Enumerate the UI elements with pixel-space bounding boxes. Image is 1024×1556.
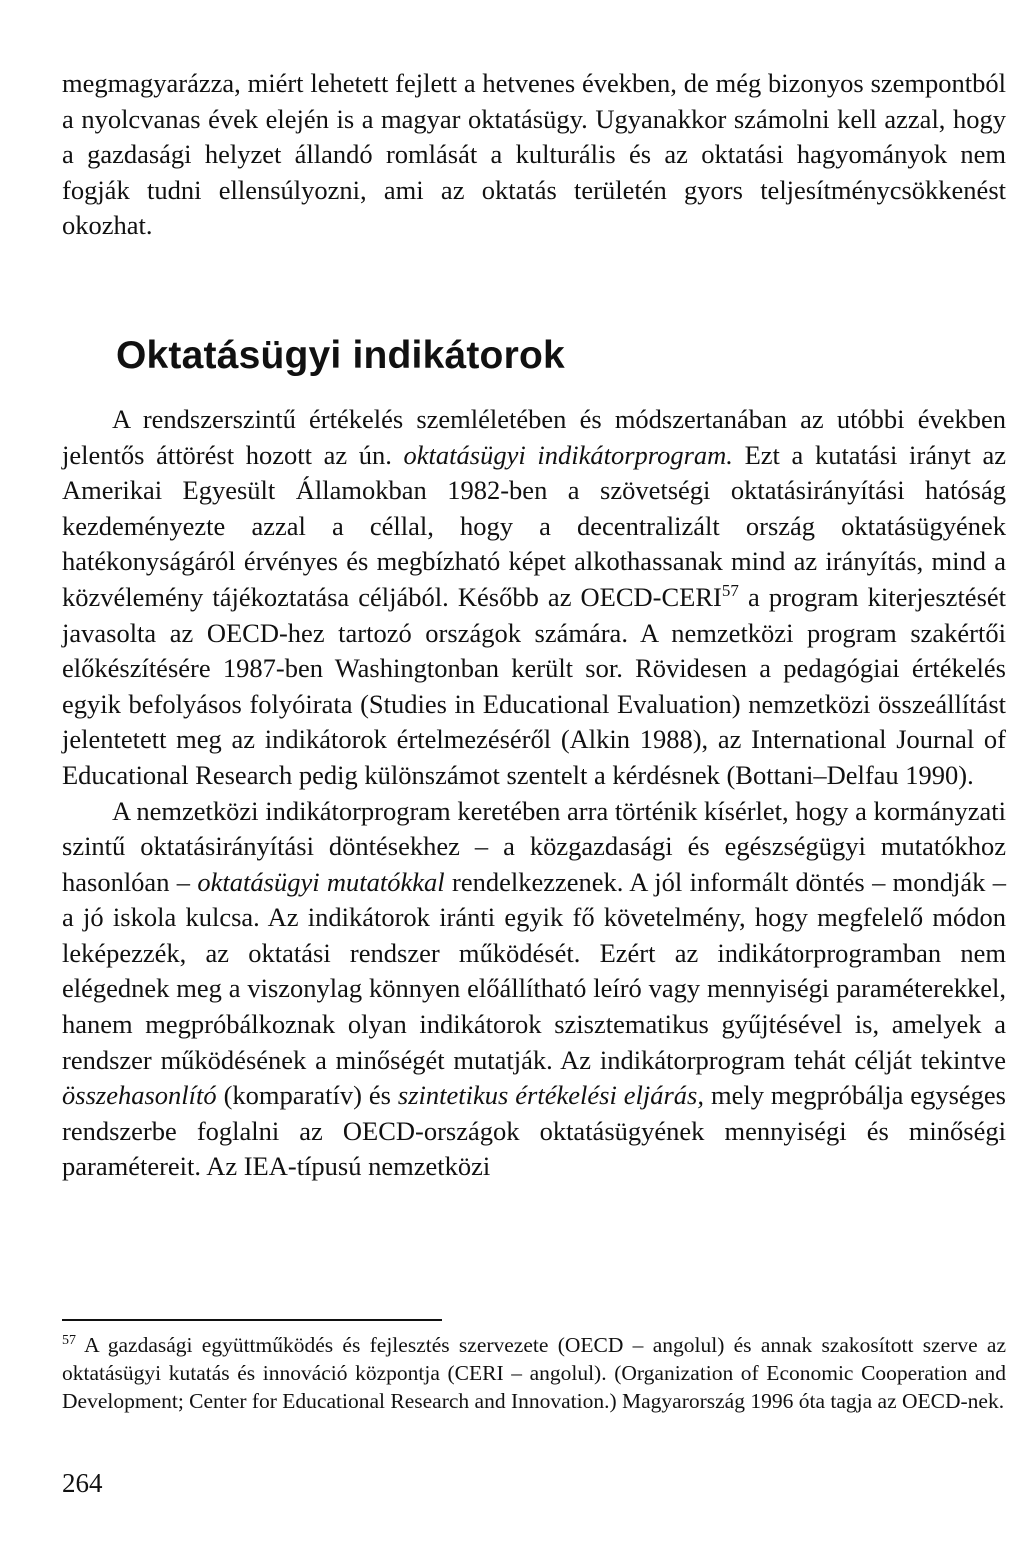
- p2-text-a: A rendszerszintű értékelés szemléletében és módszertanában az utóbbi években jelentős áttörést hozott az ún.: [62, 403, 1006, 470]
- paragraph-indicator-program: [62, 402, 1006, 794]
- p3-italic-comparative: összehasonlító: [62, 1080, 217, 1111]
- p3-text-c: rendelkezzenek. A jól informált döntés – mondják – a jó iskola kulcsa. Az indikátorok iránti egyik fő követelmény, hogy megfelelő módon leképezzék, az oktatási rendszer működését. Ezért az indikátorprogramban nem elégednek meg a viszonylag könnyen előállítható leíró vagy mennyiségi paraméterekkel, hanem megpróbálkoznak olyan indikátorok szisztematikus gyűjtésével is, amelyek a rendszer működésének a minőségét mutatják. Az indikátorprogram tehát célját tekintve: [62, 866, 1006, 1075]
- p2-italic-term: oktatásügyi indikátorprogram.: [403, 439, 733, 470]
- p2-text-c: Ezt a kutatási irányt az Amerikai Egyesült Államokban 1982-ben a szövetségi oktatásirányítási hatóság kezdeményezte azzal a céllal, hogy a decentralizált ország oktatásügyének hatékonyságáról érvényes és megbízható képet alkothassanak mind az irányítás, mind a közvélemény tájékoztatása céljából. Később az OECD-CERI: [62, 439, 1006, 612]
- footnote-reference: 57: [721, 581, 739, 601]
- p2-text-e: a program kiterjesztését javasolta az OECD-hez tartozó országok számára. A nemzetközi program szakértői előkészítésére 1987-ben Washingtonban került sor. Rövidesen a pedagógiai értékelés egyik befolyásos folyóirata (Studies in Educational Evaluation) nemzetközi összeállítást jelentetett meg az indikátorok értelmezéséről (Alkin 1988), az International Journal of Educational Research pedig különszámot szentelt a kérdésnek (Bottani–Delfau 1990).: [62, 581, 1007, 790]
- p3-italic-synthetic: szintetikus értékelési eljárás,: [397, 1080, 704, 1111]
- paragraph-international-program: [62, 794, 1006, 1186]
- section-heading: Oktatásügyi indikátorok: [116, 333, 565, 377]
- p3-text-g: mely megpróbálja egységes rendszerbe foglalni az OECD-országok oktatásügyének mennyiségi és minőségi paramétereit. Az IEA-típusú nemzetközi: [62, 1080, 1006, 1182]
- p3-text-a: A nemzetközi indikátorprogram keretében arra történik kísérlet, hogy a kormányzati szintű oktatásirányítási döntésekhez – a közgazdasági és egészségügyi mutatókhoz hasonlóan –: [62, 795, 1006, 897]
- page-body: [62, 66, 1006, 1185]
- footnote-marker: 57: [62, 1332, 76, 1348]
- page-number: 264: [62, 1468, 103, 1498]
- p3-italic-indicators: oktatásügyi mutatókkal: [197, 866, 445, 897]
- footnote-text: A gazdasági együttműködés és fejlesztés szervezete (OECD – angolul) és annak szakosított szerve az oktatásügyi kutatás és innováció központja (CERI – angolul). (Organization of Economic Cooperation and Development; Center for Educational Research and Innovation.) Magyarország 1996 óta tagja az OECD-nek.: [62, 1333, 1006, 1413]
- footnote: [62, 1331, 1006, 1415]
- paragraph-continuation: megmagyarázza, miért lehetett fejlett a hetvenes években, de még bizonyos szempontból a nyolcvanas évek elején is a magyar oktatásügy. Ugyanakkor számolni kell azzal, hogy a gazdasági helyzet állandó romlását a kulturális és az oktatási hagyományok nem fogják tudni ellensúlyozni, ami az oktatás területén gyors teljesítménycsökkenést okozhat.: [62, 68, 1006, 241]
- footnote-divider: [62, 1319, 442, 1321]
- p3-text-e: (komparatív) és: [216, 1080, 398, 1111]
